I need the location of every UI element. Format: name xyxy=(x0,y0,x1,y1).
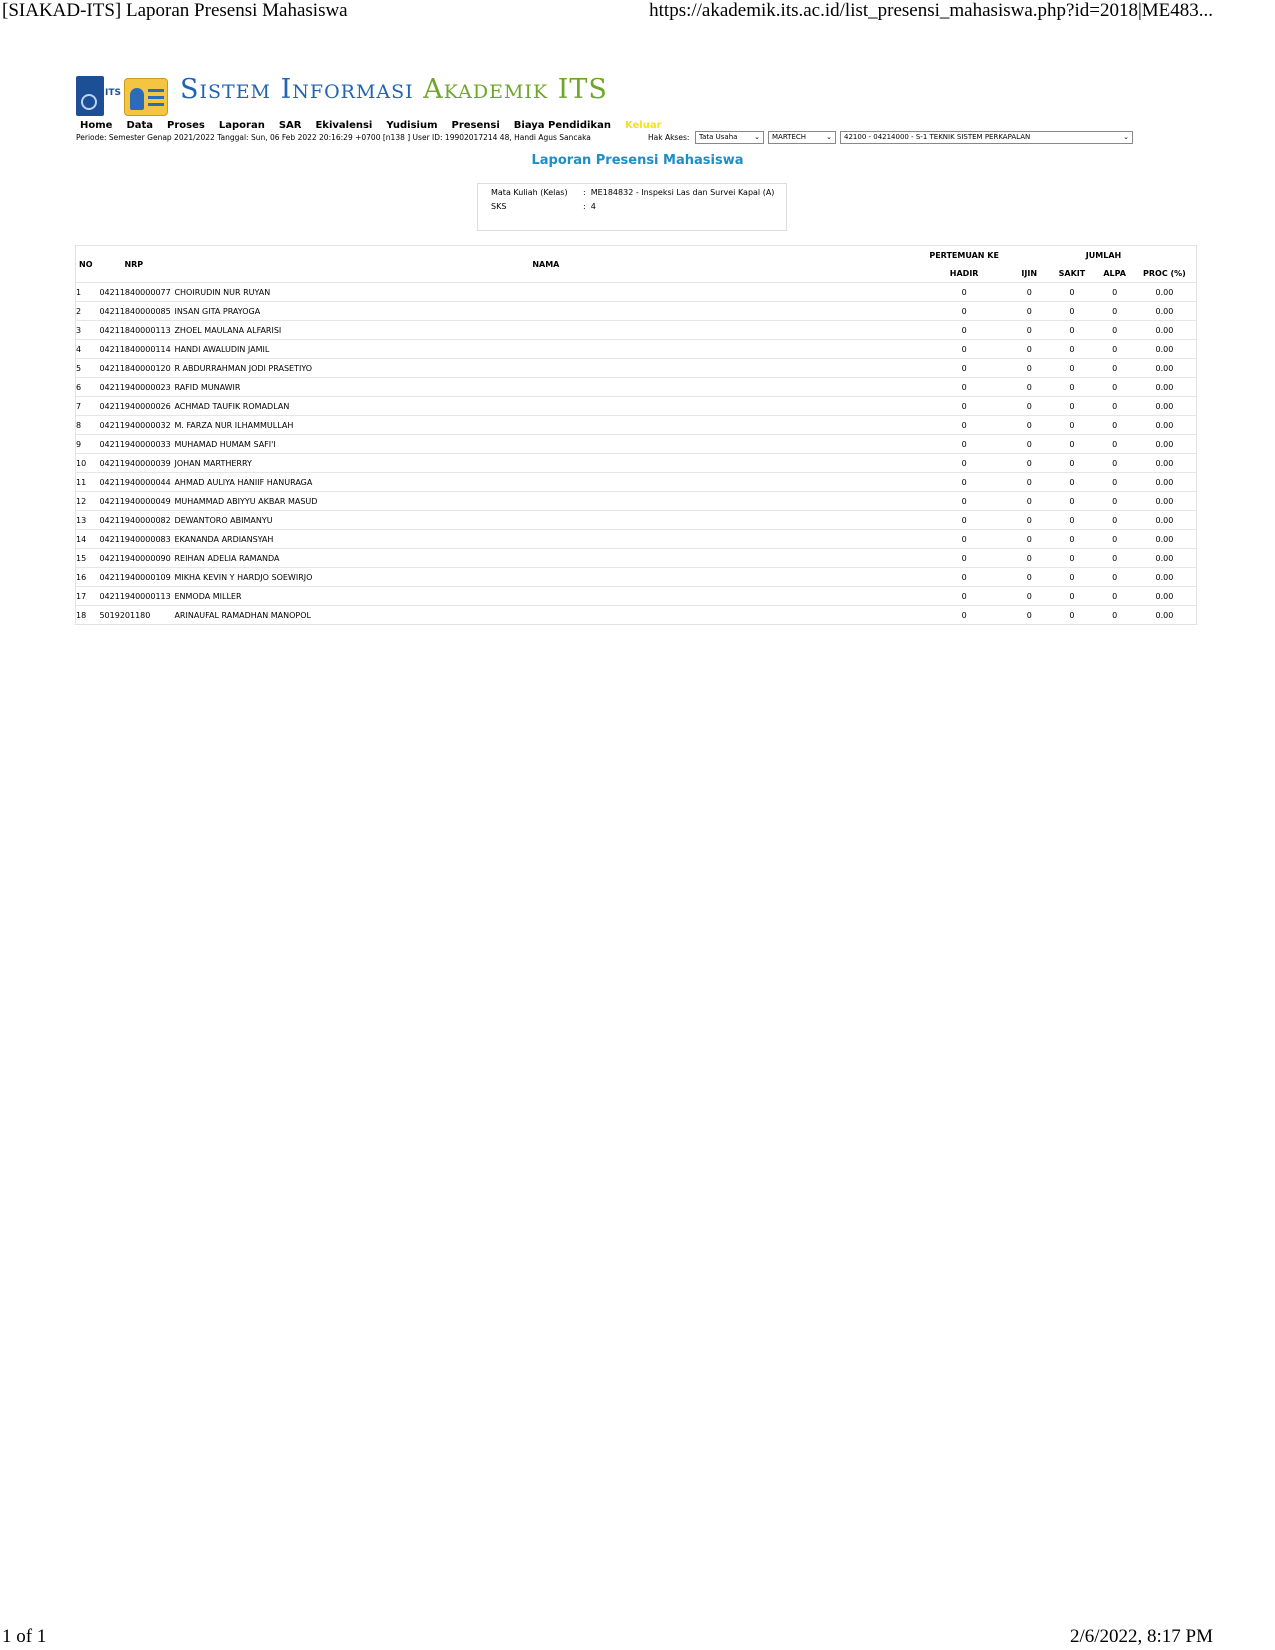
row-ijin: 0 xyxy=(1011,492,1047,511)
table-row xyxy=(76,530,1197,549)
row-alpa: 0 xyxy=(1096,530,1132,549)
print-page-title: [SIAKAD-ITS] Laporan Presensi Mahasiswa xyxy=(2,0,348,21)
course-label: Mata Kuliah (Kelas) xyxy=(491,188,568,197)
row-sakit: 0 xyxy=(1047,530,1096,549)
its-logo-text: ITS xyxy=(105,88,121,98)
row-proc: 0.00 xyxy=(1133,530,1197,549)
row-no: 15 xyxy=(76,549,100,568)
report-title: Laporan Presensi Mahasiswa xyxy=(531,153,744,168)
table-row xyxy=(76,492,1197,511)
row-hadir: 0 xyxy=(917,359,1011,378)
row-proc: 0.00 xyxy=(1133,416,1197,435)
sks-label: SKS xyxy=(491,202,507,211)
row-proc: 0.00 xyxy=(1133,454,1197,473)
row-ijin: 0 xyxy=(1011,321,1047,340)
row-ijin: 0 xyxy=(1011,359,1047,378)
row-alpa: 0 xyxy=(1096,416,1132,435)
row-nama: ZHOEL MAULANA ALFARISI xyxy=(174,321,917,340)
row-sakit: 0 xyxy=(1047,378,1096,397)
row-nrp: 04211940000044 xyxy=(99,473,174,492)
chevron-down-icon: ⌄ xyxy=(826,133,832,141)
row-nrp: 04211940000083 xyxy=(99,530,174,549)
row-ijin: 0 xyxy=(1011,435,1047,454)
row-alpa: 0 xyxy=(1096,321,1132,340)
course-info-box xyxy=(477,183,787,231)
row-no: 17 xyxy=(76,587,100,606)
row-sakit: 0 xyxy=(1047,359,1096,378)
print-footer xyxy=(0,1622,1275,1648)
table-row xyxy=(76,340,1197,359)
row-no: 2 xyxy=(76,302,100,321)
role-select-value: Tata Usaha xyxy=(699,133,738,141)
row-nama: AHMAD AULIYA HANIIF HANURAGA xyxy=(174,473,917,492)
row-sakit: 0 xyxy=(1047,397,1096,416)
row-no: 9 xyxy=(76,435,100,454)
row-hadir: 0 xyxy=(917,568,1011,587)
row-no: 13 xyxy=(76,511,100,530)
row-ijin: 0 xyxy=(1011,283,1047,302)
row-hadir: 0 xyxy=(917,321,1011,340)
header-proc: PROC (%) xyxy=(1143,268,1186,278)
course-value: ME184832 - Inspeksi Las dan Survei Kapal (A) xyxy=(590,188,775,197)
row-no: 14 xyxy=(76,530,100,549)
row-proc: 0.00 xyxy=(1133,587,1197,606)
row-nrp: 04211940000039 xyxy=(99,454,174,473)
row-no: 11 xyxy=(76,473,100,492)
row-proc: 0.00 xyxy=(1133,321,1197,340)
row-sakit: 0 xyxy=(1047,283,1096,302)
row-sakit: 0 xyxy=(1047,435,1096,454)
row-nama: ENMODA MILLER xyxy=(174,587,917,606)
row-alpa: 0 xyxy=(1096,606,1132,625)
row-sakit: 0 xyxy=(1047,568,1096,587)
row-sakit: 0 xyxy=(1047,587,1096,606)
row-proc: 0.00 xyxy=(1133,511,1197,530)
row-sakit: 0 xyxy=(1047,416,1096,435)
row-alpa: 0 xyxy=(1096,587,1132,606)
row-ijin: 0 xyxy=(1011,568,1047,587)
menu-yudisium[interactable]: Yudisium xyxy=(386,120,438,131)
row-sakit: 0 xyxy=(1047,511,1096,530)
unit-select-value: MARTECH xyxy=(772,133,807,141)
row-alpa: 0 xyxy=(1096,397,1132,416)
row-ijin: 0 xyxy=(1011,473,1047,492)
row-nama: REIHAN ADELIA RAMANDA xyxy=(174,549,917,568)
table-row xyxy=(76,454,1197,473)
row-hadir: 0 xyxy=(917,587,1011,606)
header-nrp: NRP xyxy=(124,259,144,269)
row-sakit: 0 xyxy=(1047,340,1096,359)
row-sakit: 0 xyxy=(1047,492,1096,511)
row-ijin: 0 xyxy=(1011,606,1047,625)
row-nrp: 04211840000077 xyxy=(99,283,174,302)
menu-data[interactable]: Data xyxy=(126,120,154,131)
row-nama: M. FARZA NUR ILHAMMULLAH xyxy=(174,416,917,435)
print-header xyxy=(0,0,1275,26)
row-proc: 0.00 xyxy=(1133,283,1197,302)
table-row xyxy=(76,606,1197,625)
row-alpa: 0 xyxy=(1096,283,1132,302)
row-no: 3 xyxy=(76,321,100,340)
row-nrp: 04211840000120 xyxy=(99,359,174,378)
row-sakit: 0 xyxy=(1047,321,1096,340)
menu-laporan[interactable]: Laporan xyxy=(218,120,265,131)
header-nama: NAMA xyxy=(532,259,560,269)
row-nrp: 04211840000085 xyxy=(99,302,174,321)
sks-value: 4 xyxy=(590,202,596,211)
main-menu xyxy=(80,120,676,131)
row-hadir: 0 xyxy=(917,397,1011,416)
header-alpa: ALPA xyxy=(1103,268,1126,278)
header-jumlah: JUMLAH xyxy=(1085,250,1122,260)
row-ijin: 0 xyxy=(1011,454,1047,473)
row-nrp: 04211940000082 xyxy=(99,511,174,530)
row-nrp: 04211940000090 xyxy=(99,549,174,568)
row-sakit: 0 xyxy=(1047,454,1096,473)
attendance-rows xyxy=(76,283,1197,625)
row-proc: 0.00 xyxy=(1133,492,1197,511)
header-no: NO xyxy=(79,259,93,269)
row-no: 6 xyxy=(76,378,100,397)
row-nama: ACHMAD TAUFIK ROMADLAN xyxy=(174,397,917,416)
attendance-table xyxy=(75,245,1197,625)
row-proc: 0.00 xyxy=(1133,378,1197,397)
row-nrp: 04211840000113 xyxy=(99,321,174,340)
row-no: 5 xyxy=(76,359,100,378)
row-proc: 0.00 xyxy=(1133,435,1197,454)
chevron-down-icon: ⌄ xyxy=(754,133,760,141)
prodi-select[interactable] xyxy=(840,131,1133,144)
row-hadir: 0 xyxy=(917,511,1011,530)
row-sakit: 0 xyxy=(1047,302,1096,321)
row-alpa: 0 xyxy=(1096,359,1132,378)
row-hadir: 0 xyxy=(917,454,1011,473)
row-nrp: 04211940000032 xyxy=(99,416,174,435)
header-hadir: HADIR xyxy=(949,268,979,278)
print-page-url: https://akademik.its.ac.id/list_presensi_mahasiswa.php?id=2018|ME483... xyxy=(649,0,1213,21)
row-nama: DEWANTORO ABIMANYU xyxy=(174,511,917,530)
row-nama: CHOIRUDIN NUR RUYAN xyxy=(174,283,917,302)
row-hadir: 0 xyxy=(917,473,1011,492)
table-row xyxy=(76,302,1197,321)
table-row xyxy=(76,473,1197,492)
table-row xyxy=(76,397,1197,416)
unit-select[interactable] xyxy=(768,131,836,144)
row-alpa: 0 xyxy=(1096,454,1132,473)
row-alpa: 0 xyxy=(1096,511,1132,530)
course-row: Mata Kuliah (Kelas) : ME184832 - Inspeksi Las dan Survei Kapal (A) xyxy=(491,188,775,197)
menu-presensi[interactable]: Presensi xyxy=(451,120,500,131)
app-title-part1: Sistem Informasi xyxy=(180,74,424,105)
row-nama: MIKHA KEVIN Y HARDJO SOEWIRJO xyxy=(174,568,917,587)
row-alpa: 0 xyxy=(1096,473,1132,492)
row-no: 10 xyxy=(76,454,100,473)
row-ijin: 0 xyxy=(1011,587,1047,606)
row-no: 7 xyxy=(76,397,100,416)
session-info: Periode: Semester Genap 2021/2022 Tanggal: Sun, 06 Feb 2022 20:16:29 +0700 [n138 ] User ID: 19902017214 48, Handi Agus Sancaka xyxy=(76,133,591,142)
row-no: 8 xyxy=(76,416,100,435)
header-sakit: SAKIT xyxy=(1058,268,1086,278)
row-ijin: 0 xyxy=(1011,378,1047,397)
row-nrp: 04211940000109 xyxy=(99,568,174,587)
row-nrp: 04211940000113 xyxy=(99,587,174,606)
row-alpa: 0 xyxy=(1096,302,1132,321)
row-hadir: 0 xyxy=(917,549,1011,568)
row-nrp: 04211940000033 xyxy=(99,435,174,454)
menu-biaya-pendidikan[interactable]: Biaya Pendidikan xyxy=(513,120,611,131)
menu-keluar[interactable]: Keluar xyxy=(624,120,662,131)
print-datetime: 2/6/2022, 8:17 PM xyxy=(1069,1626,1213,1647)
row-ijin: 0 xyxy=(1011,511,1047,530)
row-hadir: 0 xyxy=(917,378,1011,397)
row-hadir: 0 xyxy=(917,416,1011,435)
row-proc: 0.00 xyxy=(1133,606,1197,625)
row-no: 12 xyxy=(76,492,100,511)
table-row xyxy=(76,511,1197,530)
row-proc: 0.00 xyxy=(1133,359,1197,378)
row-sakit: 0 xyxy=(1047,606,1096,625)
menu-home[interactable]: Home xyxy=(80,120,113,131)
row-alpa: 0 xyxy=(1096,378,1132,397)
row-alpa: 0 xyxy=(1096,549,1132,568)
row-no: 16 xyxy=(76,568,100,587)
header-pertemuan: PERTEMUAN KE xyxy=(929,250,999,260)
row-hadir: 0 xyxy=(917,492,1011,511)
table-row xyxy=(76,549,1197,568)
page-counter: 1 of 1 xyxy=(2,1626,47,1647)
menu-ekivalensi[interactable]: Ekivalensi xyxy=(315,120,373,131)
row-nrp: 04211940000049 xyxy=(99,492,174,511)
row-nama: EKANANDA ARDIANSYAH xyxy=(174,530,917,549)
id-card-icon xyxy=(124,78,168,116)
row-nama: MUHAMAD HUMAM SAFI'I xyxy=(174,435,917,454)
app-title-part2: Akademik ITS xyxy=(423,74,608,105)
row-nama: RAFID MUNAWIR xyxy=(174,378,917,397)
row-nrp: 04211940000023 xyxy=(99,378,174,397)
table-row xyxy=(76,283,1197,302)
row-hadir: 0 xyxy=(917,530,1011,549)
header-ijin: IJIN xyxy=(1021,268,1038,278)
hak-akses-label: Hak Akses: xyxy=(648,133,690,142)
chevron-down-icon: ⌄ xyxy=(1123,133,1129,141)
menu-sar[interactable]: SAR xyxy=(278,120,302,131)
row-proc: 0.00 xyxy=(1133,340,1197,359)
menu-proses[interactable]: Proses xyxy=(167,120,205,131)
row-proc: 0.00 xyxy=(1133,302,1197,321)
row-proc: 0.00 xyxy=(1133,549,1197,568)
row-ijin: 0 xyxy=(1011,416,1047,435)
prodi-select-value: 42100 - 04214000 - S-1 TEKNIK SISTEM PERKAPALAN xyxy=(844,133,1031,141)
row-no: 4 xyxy=(76,340,100,359)
row-proc: 0.00 xyxy=(1133,397,1197,416)
row-hadir: 0 xyxy=(917,606,1011,625)
row-alpa: 0 xyxy=(1096,568,1132,587)
row-nama: JOHAN MARTHERRY xyxy=(174,454,917,473)
row-ijin: 0 xyxy=(1011,549,1047,568)
row-nrp: 5019201180 xyxy=(99,606,174,625)
row-ijin: 0 xyxy=(1011,302,1047,321)
row-nama: R ABDURRAHMAN JODI PRASETIYO xyxy=(174,359,917,378)
its-logo-icon xyxy=(76,76,104,116)
row-hadir: 0 xyxy=(917,340,1011,359)
table-row xyxy=(76,321,1197,340)
table-row xyxy=(76,587,1197,606)
row-ijin: 0 xyxy=(1011,340,1047,359)
row-no: 18 xyxy=(76,606,100,625)
row-nama: MUHAMMAD ABIYYU AKBAR MASUD xyxy=(174,492,917,511)
row-ijin: 0 xyxy=(1011,397,1047,416)
row-hadir: 0 xyxy=(917,435,1011,454)
row-hadir: 0 xyxy=(917,302,1011,321)
row-no: 1 xyxy=(76,283,100,302)
role-select[interactable] xyxy=(695,131,764,144)
table-row xyxy=(76,435,1197,454)
row-nrp: 04211940000026 xyxy=(99,397,174,416)
row-proc: 0.00 xyxy=(1133,568,1197,587)
row-alpa: 0 xyxy=(1096,492,1132,511)
row-nama: ARINAUFAL RAMADHAN MANOPOL xyxy=(174,606,917,625)
row-alpa: 0 xyxy=(1096,340,1132,359)
row-sakit: 0 xyxy=(1047,473,1096,492)
table-row xyxy=(76,378,1197,397)
siakad-banner xyxy=(76,74,616,120)
app-title xyxy=(180,74,608,105)
row-nama: HANDI AWALUDIN JAMIL xyxy=(174,340,917,359)
row-alpa: 0 xyxy=(1096,435,1132,454)
row-nrp: 04211840000114 xyxy=(99,340,174,359)
row-ijin: 0 xyxy=(1011,530,1047,549)
table-row xyxy=(76,416,1197,435)
table-row xyxy=(76,568,1197,587)
row-proc: 0.00 xyxy=(1133,473,1197,492)
table-row xyxy=(76,359,1197,378)
row-sakit: 0 xyxy=(1047,549,1096,568)
row-nama: INSAN GITA PRAYOGA xyxy=(174,302,917,321)
sks-row: SKS : 4 xyxy=(491,202,596,211)
row-hadir: 0 xyxy=(917,283,1011,302)
